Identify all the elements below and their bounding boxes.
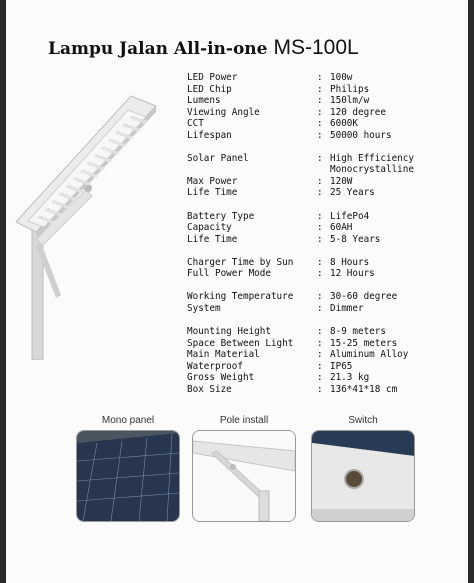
spec-separator: : (317, 83, 323, 95)
spec-value: 150lm/w (330, 95, 370, 107)
spec-label: Main Material (187, 349, 260, 361)
spec-value: 100w (330, 72, 353, 83)
spec-spacer (187, 245, 467, 257)
spec-row (187, 268, 467, 280)
spec-label: Mounting Height (187, 326, 271, 338)
led-cell (71, 197, 76, 200)
street-light-image (6, 90, 186, 360)
spec-row (187, 107, 467, 119)
spec-label: Working Temperature (187, 291, 294, 303)
spec-value: 21.3 kg (330, 372, 370, 384)
spec-separator: : (317, 360, 323, 372)
spec-value: 136*41*18 cm (330, 383, 398, 395)
product-name: Lampu Jalan All-in-one (48, 39, 268, 59)
spec-separator: : (317, 175, 323, 187)
pole-install-image (193, 431, 295, 521)
spec-separator (317, 164, 330, 176)
spec-separator: : (317, 337, 323, 349)
spec-spacer (187, 199, 467, 211)
spec-row (187, 349, 467, 361)
spec-row (187, 234, 467, 246)
spec-row (187, 164, 467, 176)
spec-value: Aluminum Alloy (330, 349, 409, 361)
spec-row (187, 187, 467, 199)
led-cell (128, 136, 133, 139)
spec-value: IP65 (330, 360, 353, 372)
led-cell (135, 128, 140, 131)
spec-separator: : (317, 187, 323, 199)
spec-value: 12 Hours (330, 268, 375, 280)
spec-separator: : (317, 233, 323, 245)
spec-row (187, 84, 467, 96)
spec-row (187, 372, 467, 384)
spec-label: Waterproof (187, 360, 243, 372)
led-cell (114, 151, 119, 154)
spec-value: LifePo4 (330, 210, 370, 222)
spec-row (187, 257, 467, 269)
solar-panel-image (77, 431, 179, 521)
spec-row (187, 72, 467, 84)
led-cell (78, 190, 83, 193)
spec-separator: : (317, 129, 323, 141)
spec-label: Life Time (187, 187, 238, 199)
spec-label: Viewing Angle (187, 106, 260, 118)
switch-image (312, 431, 414, 521)
thumbnail-caption: Mono panel (101, 415, 155, 426)
spec-row (187, 130, 467, 142)
spec-separator: : (317, 106, 323, 118)
spec-value: Dimmer (330, 302, 364, 314)
spec-label: Battery Type (187, 210, 255, 222)
spec-value: 8-9 meters (330, 326, 386, 338)
spec-spacer (187, 141, 467, 153)
spec-label: Solar Panel (187, 152, 249, 164)
spec-value: 5-8 Years (330, 233, 381, 245)
spec-row (187, 291, 467, 303)
led-cell (85, 182, 90, 185)
led-cell (64, 205, 69, 208)
spec-separator: : (317, 268, 323, 280)
spec-label: Max Power (187, 175, 238, 187)
led-cell (121, 144, 126, 147)
spec-label: Box Size (187, 383, 232, 395)
spec-label: Lifespan (187, 129, 232, 141)
spec-value: 30-60 degree (330, 291, 398, 303)
spec-value: 8 Hours (330, 256, 370, 268)
spec-spacer (187, 280, 467, 292)
spec-label (187, 164, 317, 176)
spec-label: LED Chip (187, 83, 232, 95)
spec-value: Philips (330, 83, 370, 95)
spec-row (187, 118, 467, 130)
product-sheet (6, 0, 468, 583)
led-cell (142, 121, 147, 124)
page-title (48, 36, 359, 60)
spec-label: Full Power Mode (187, 268, 271, 280)
spec-separator: : (317, 118, 323, 130)
spec-value: 15-25 meters (330, 337, 398, 349)
spec-row (187, 303, 467, 315)
spec-row (187, 176, 467, 188)
spec-separator: : (317, 349, 323, 361)
thumbnail-mono-panel (76, 412, 180, 522)
spec-row (187, 211, 467, 223)
spec-value: 120W (330, 175, 353, 187)
led-cell (100, 167, 105, 170)
spec-value: 25 Years (330, 187, 375, 199)
led-cell (92, 174, 97, 177)
spec-separator: : (317, 302, 323, 314)
spec-label: Space Between Light (187, 337, 294, 349)
spec-label: Gross Weight (187, 372, 255, 384)
spec-separator: : (317, 210, 323, 222)
spec-value: Monocrystalline (330, 164, 414, 176)
spec-row (187, 338, 467, 350)
model-number: MS-100L (273, 36, 359, 59)
spec-separator: : (317, 383, 323, 395)
spec-separator: : (317, 372, 323, 384)
spec-label: CCT (187, 118, 204, 130)
spec-row (187, 95, 467, 107)
spec-spacer (187, 314, 467, 326)
spec-table (187, 72, 467, 395)
led-cell (107, 159, 112, 162)
spec-label: Capacity (187, 222, 232, 234)
spec-row (187, 153, 467, 165)
thumbnail-switch (311, 412, 415, 522)
thumbnail-caption: Switch (348, 415, 378, 426)
spec-label: System (187, 302, 221, 314)
spec-label: Lumens (187, 95, 221, 107)
spec-separator: : (317, 95, 323, 107)
spec-label: Life Time (187, 233, 238, 245)
spec-value: 6000K (330, 118, 358, 130)
spec-value: 120 degree (330, 106, 386, 118)
spec-value: 60AH (330, 222, 353, 234)
thumbnail-caption: Pole install (219, 415, 269, 426)
spec-row (187, 384, 467, 396)
spec-row (187, 222, 467, 234)
spec-value: 50000 hours (330, 129, 392, 141)
led-cell (50, 221, 55, 224)
spec-separator: : (317, 222, 323, 234)
spec-separator: : (317, 326, 323, 338)
spec-separator: : (317, 152, 323, 164)
spec-row (187, 326, 467, 338)
led-cell (57, 213, 62, 216)
spec-label: LED Power (187, 72, 238, 83)
spec-separator: : (317, 72, 323, 83)
spec-separator: : (317, 291, 323, 303)
spec-separator: : (317, 256, 323, 268)
spec-row (187, 361, 467, 373)
thumbnail-pole-install (192, 412, 296, 522)
spec-value: High Efficiency (330, 152, 414, 164)
spec-label: Charger Time by Sun (187, 256, 294, 268)
